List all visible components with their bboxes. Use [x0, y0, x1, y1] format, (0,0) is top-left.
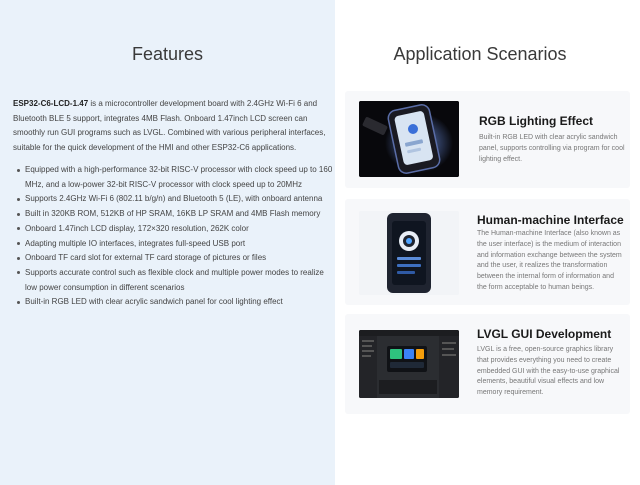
card-description: The Human-machine Interface (also known as the user interface) is the medium of interaction and information exchange between the system and the user, it realizes the transformation between the internal form of information and the form acceptable to human beings.	[477, 230, 622, 291]
card-description: Built-in RGB LED with clear acrylic sandwich panel, supports controlling via program for cool lighting effect.	[479, 134, 625, 163]
features-title: Features	[131, 44, 204, 64]
feature-item: Onboard 1.47inch LCD display, 172×320 resolution, 262K color	[13, 222, 333, 237]
card-title: Human-machine Interface	[477, 213, 624, 227]
intro-text: is a microcontroller development board with 2.4GHz Wi-Fi 6 and Bluetooth BLE 5 support, integrates 4MB Flash. Onboard 1.47inch LCD screen can smoothly run GUI programs such as LVGL. Combined with various peripheral interfaces, suitable for the quick development of the HMI and other ESP32-C6 applications.	[13, 99, 326, 153]
rgb-board-image	[359, 101, 459, 177]
feature-item: Supports 2.4GHz Wi-Fi 6 (802.11 b/g/n) and Bluetooth 5 (LE), with onboard antenna	[13, 192, 333, 207]
feature-item: Onboard TF card slot for external TF card storage of pictures or files	[13, 251, 333, 266]
feature-list	[13, 163, 333, 310]
feature-item: Equipped with a high-performance 32-bit RISC-V processor with clock speed up to 160 MHz, and a low-power 32-bit RISC-V processor with clock speed up to 20MHz	[13, 163, 333, 192]
feature-item: Built-in RGB LED with clear acrylic sandwich panel for cool lighting effect	[13, 295, 333, 310]
card-rgb-lighting	[345, 91, 630, 188]
card-description: LVGL is a free, open-source graphics library that provides everything you need to create embedded GUI with the easy-to-use graphical elements, beautiful visual effects and low memory requirement.	[477, 346, 620, 397]
feature-item: Built in 320KB ROM, 512KB of HP SRAM, 16KB LP SRAM and 4MB Flash memory	[13, 207, 333, 222]
features-intro	[13, 97, 329, 156]
feature-item: Supports accurate control such as flexible clock and multiple power modes to realize low power consumption in different scenarios	[13, 266, 333, 295]
card-title: RGB Lighting Effect	[479, 114, 593, 128]
feature-item: Adapting multiple IO interfaces, integrates full-speed USB port	[13, 237, 333, 252]
card-hmi	[345, 199, 630, 305]
card-lvgl	[345, 314, 630, 414]
product-name: ESP32-C6-LCD-1.47	[13, 99, 89, 108]
hmi-device-image	[359, 211, 459, 295]
lvgl-editor-image	[359, 330, 459, 398]
card-title: LVGL GUI Development	[477, 327, 612, 341]
applications-title: Application Scenarios	[393, 44, 567, 64]
